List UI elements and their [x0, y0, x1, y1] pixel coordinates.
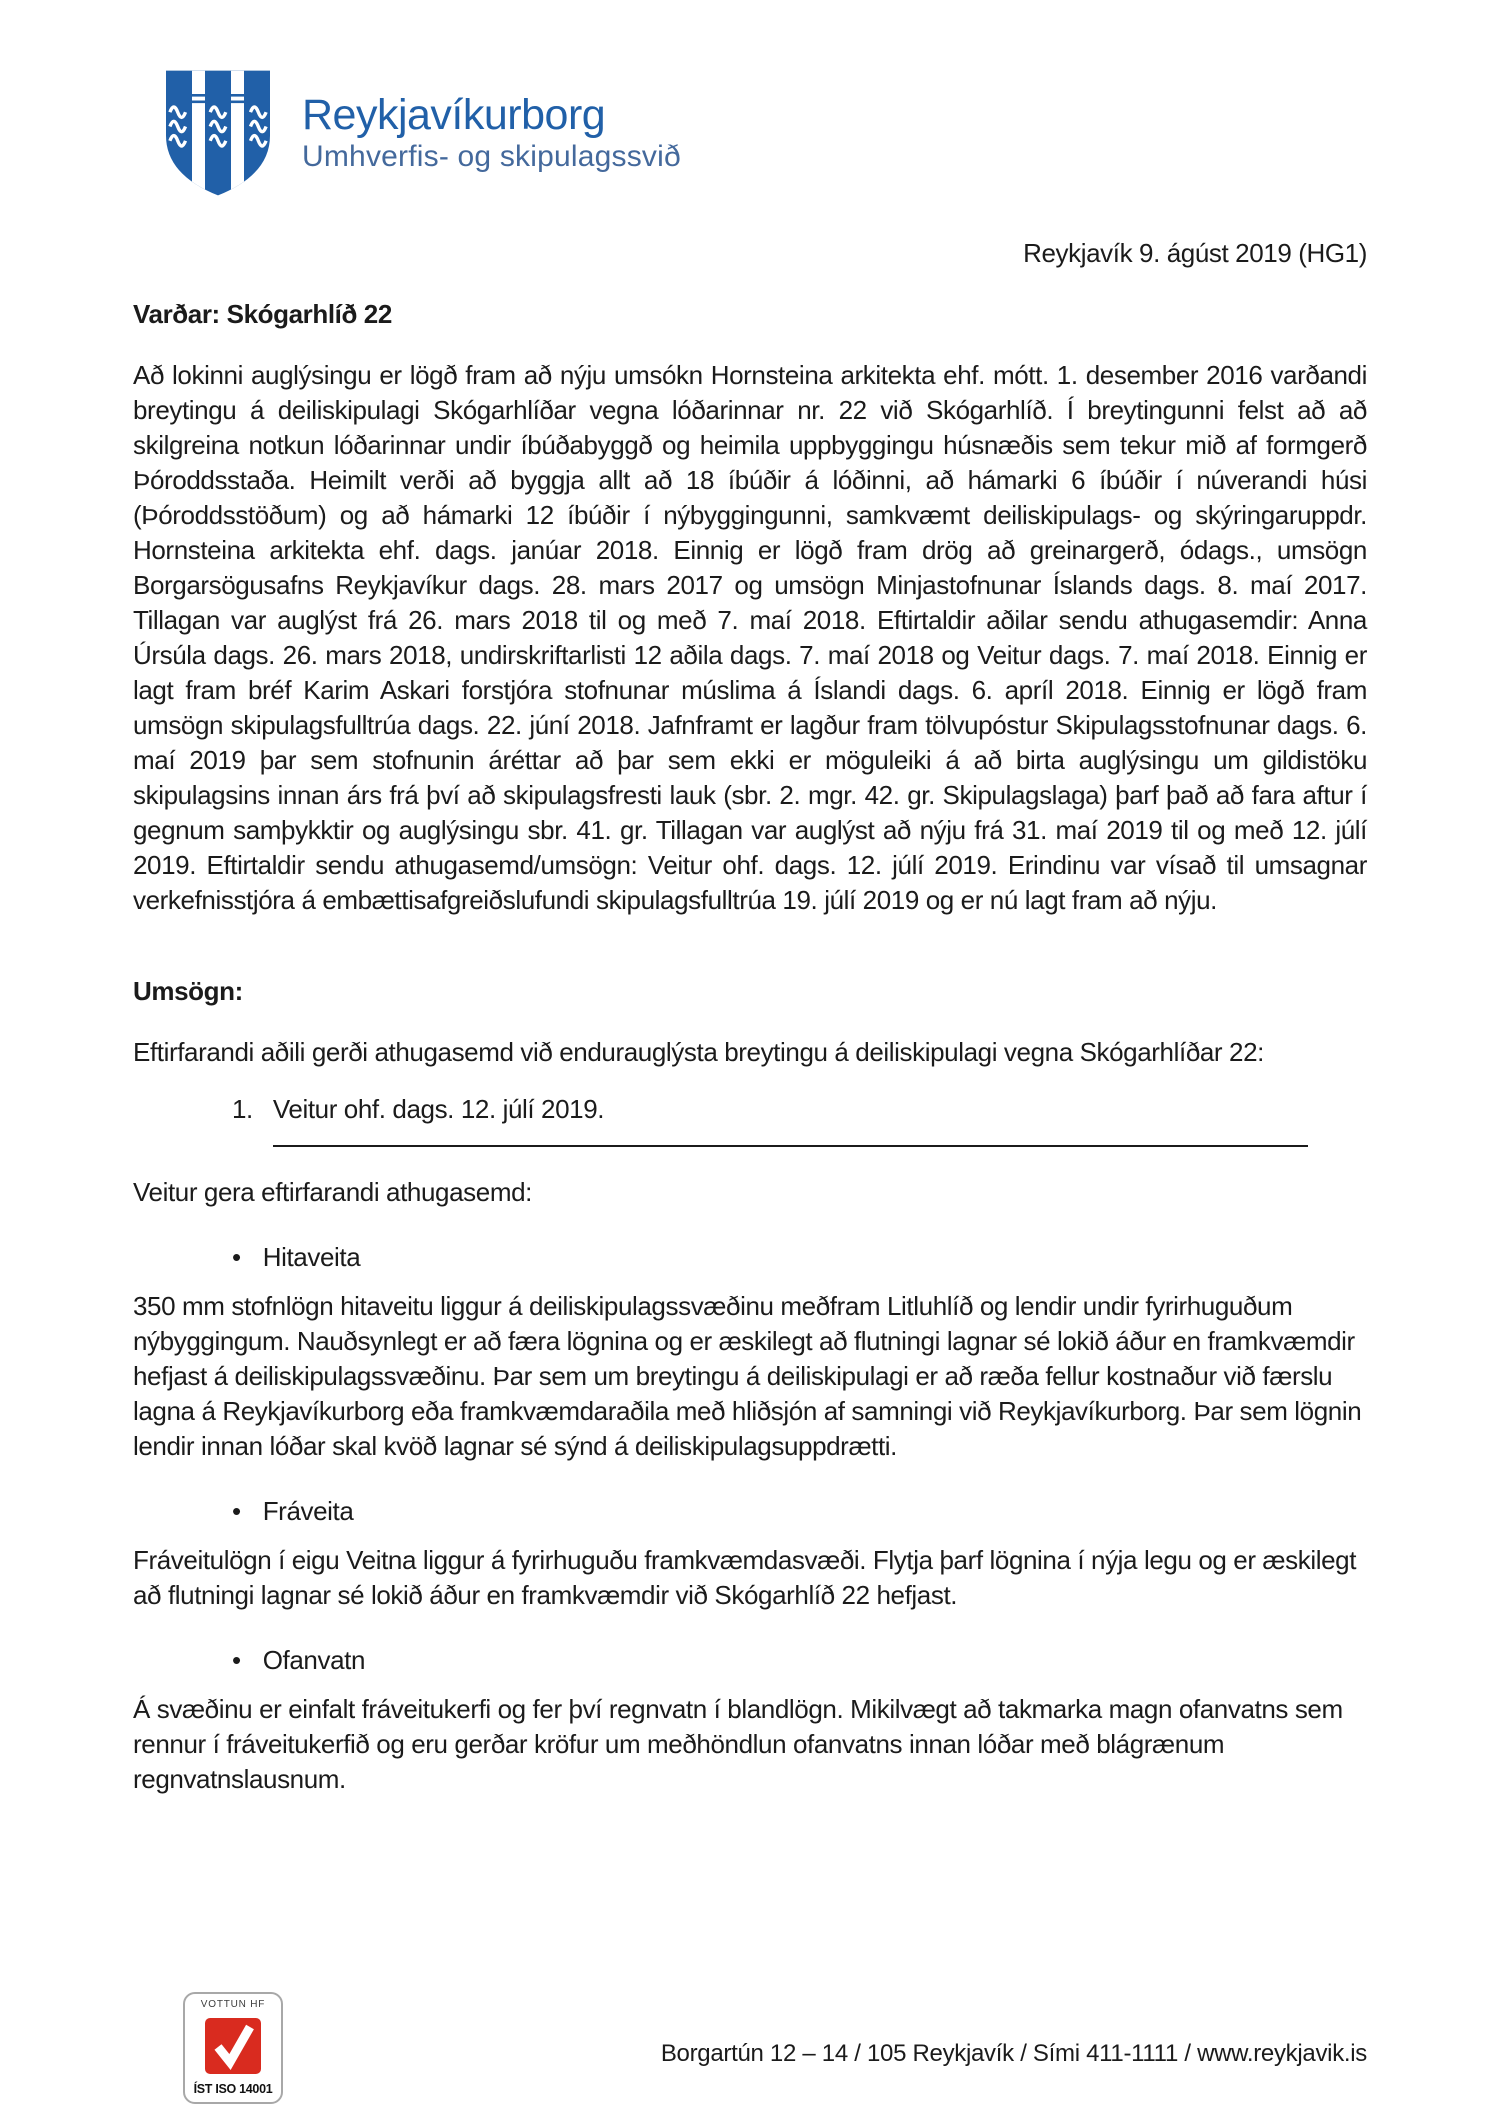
- org-name: Reykjavíkurborg: [302, 91, 606, 139]
- ofanvatn-paragraph: Á svæðinu er einfalt fráveitukerfi og fer því regnvatn í blandlögn. Mikilvægt að takmarka magn ofanvatns sem rennur í fráveitukerfið og eru gerðar kröfur um meðhöndlun ofanvatns innan lóðar með blágrænum regnvatnslausnum.: [133, 1694, 1343, 1794]
- bullet-label: Ofanvatn: [262, 1645, 366, 1675]
- subject-line: Varðar: Skógarhlíð 22: [133, 299, 392, 329]
- checkmark-icon: [205, 2018, 261, 2074]
- bullet-label: Fráveita: [262, 1496, 354, 1526]
- iso-badge-bottom-label: ÍST ISO 14001: [193, 2082, 273, 2096]
- bullet-item-fraveita: [232, 1494, 1367, 1529]
- date-line: Reykjavík 9. ágúst 2019 (HG1): [1023, 238, 1367, 268]
- intro-paragraph: Að lokinni auglýsingu er lögð fram að nýju umsókn Hornsteina arkitekta ehf. mótt. 1. desember 2016 varðandi breytingu á deiliskipulagi Skógarhlíðar vegna lóðarinnar nr. 22 við Skógarhlíð. Í breytingunni felst að að skilgreina notkun lóðarinnar undir íbúðabyggð og heimila uppbyggingu húsnæðis sem tekur mið af formgerð Þóroddsstaða. Heimilt verði að byggja allt að 18 íbúðir á lóðinni, að hámarki 6 íbúðir í núverandi húsi (Þóroddsstöðum) og að hámarki 12 íbúðir í nýbyggingunni, samkvæmt deiliskipulags- og skýringaruppdr. Hornsteina arkitekta ehf. dags. janúar 2018. Einnig er lögð fram drög að greinargerð, ódags., umsögn Borgarsögusafns Reykjavíkur dags. 28. mars 2017 og umsögn Minjastofnunar Íslands dags. 8. maí 2017. Tillagan var auglýst frá 26. mars 2018 til og með 7. maí 2018. Eftirtaldir aðilar sendu athugasemdir: Anna Úrsúla dags. 26. mars 2018, undirskriftarlisti 12 aðila dags. 7. maí 2018 og Veitur dags. 7. maí 2018. Einnig er lagt fram bréf Karim Askari forstjóra stofnunar múslima á Íslandi dags. 6. apríl 2018. Einnig er lögð fram umsögn skipulagsfulltrúa dags. 22. júní 2018. Jafnframt er lagður fram tölvupóstur Skipulagsstofnunar dags. 6. maí 2019 þar sem stofnunin áréttar að þar sem ekki er möguleiki á að birta auglýsingu um gildistöku skipulagsins innan árs frá því að skipulagsfresti lauk (sbr. 2. mgr. 42. gr. Skipulagslaga) þarf það að fara aftur í gegnum samþykktir og auglýsingu sbr. 41. gr. Tillagan var auglýst að nýju frá 31. maí 2019 til og með 12. júlí 2019. Eftirtaldir sendu athugasemd/umsögn: Veitur ohf. dags. 12. júlí 2019. Erindinu var vísað til umsagnar verkefnisstjóra á embættisafgreiðslufundi skipulagsfulltrúa 19. júlí 2019 og er nú lagt fram að nýju.: [133, 360, 1367, 915]
- umsogn-heading: Umsögn:: [133, 976, 243, 1006]
- iso-certification-badge: [183, 1992, 283, 2104]
- umsogn-intro-paragraph: Eftirfarandi aðili gerði athugasemd við endurauglýsta breytingu á deiliskipulagi vegna Skógarhlíðar 22:: [133, 1037, 1264, 1067]
- numbered-list-item: [232, 1092, 1367, 1127]
- bullet-icon: •: [232, 1645, 241, 1675]
- fraveita-paragraph: Fráveitulögn í eigu Veitna liggur á fyrirhuguðu framkvæmdasvæði. Flytja þarf lögnina í nýja legu og er æskilegt að flutningi lagnar sé lokið áður en framkvæmdir við Skógarhlíð 22 hefjast.: [133, 1545, 1357, 1610]
- bullet-item-hitaveita: [232, 1240, 1367, 1275]
- bullet-icon: •: [232, 1242, 241, 1272]
- list-item-number: 1.: [232, 1094, 253, 1124]
- org-department: Umhverfis- og skipulagssvið: [302, 140, 681, 173]
- bullet-item-ofanvatn: [232, 1643, 1367, 1678]
- footer-address-line: Borgartún 12 – 14 / 105 Reykjavík / Sími 411-1111 / www.reykjavik.is: [660, 2040, 1367, 2067]
- iso-badge-top-label: VOTTUN HF: [200, 1999, 266, 2010]
- org-logo: [160, 68, 1367, 198]
- coat-of-arms-icon: [160, 68, 276, 198]
- bullet-label: Hitaveita: [262, 1242, 361, 1272]
- hitaveita-paragraph: 350 mm stofnlögn hitaveitu liggur á deiliskipulagssvæðinu meðfram Litluhlíð og lendir undir fyrirhuguðum nýbyggingum. Nauðsynlegt er að færa lögnina og er æskilegt að flutningi lagnar sé lokið áður en framkvæmdir hefjast á deiliskipulagssvæðinu. Þar sem um breytingu á deiliskipulagi er að ræða fellur kostnaður við færslu lagna á Reykjavíkurborg eða framkvæmdaraðila með hliðsjón af samningi við Reykjavíkurborg. Þar sem lögnin lendir innan lóðar skal kvöð lagnar sé sýnd á deiliskipulagsuppdrætti.: [133, 1291, 1362, 1461]
- horizontal-rule: [273, 1145, 1308, 1147]
- veitur-intro-line: Veitur gera eftirfarandi athugasemd:: [133, 1177, 532, 1207]
- bullet-icon: •: [232, 1496, 241, 1526]
- list-item-text: Veitur ohf. dags. 12. júlí 2019.: [272, 1094, 605, 1124]
